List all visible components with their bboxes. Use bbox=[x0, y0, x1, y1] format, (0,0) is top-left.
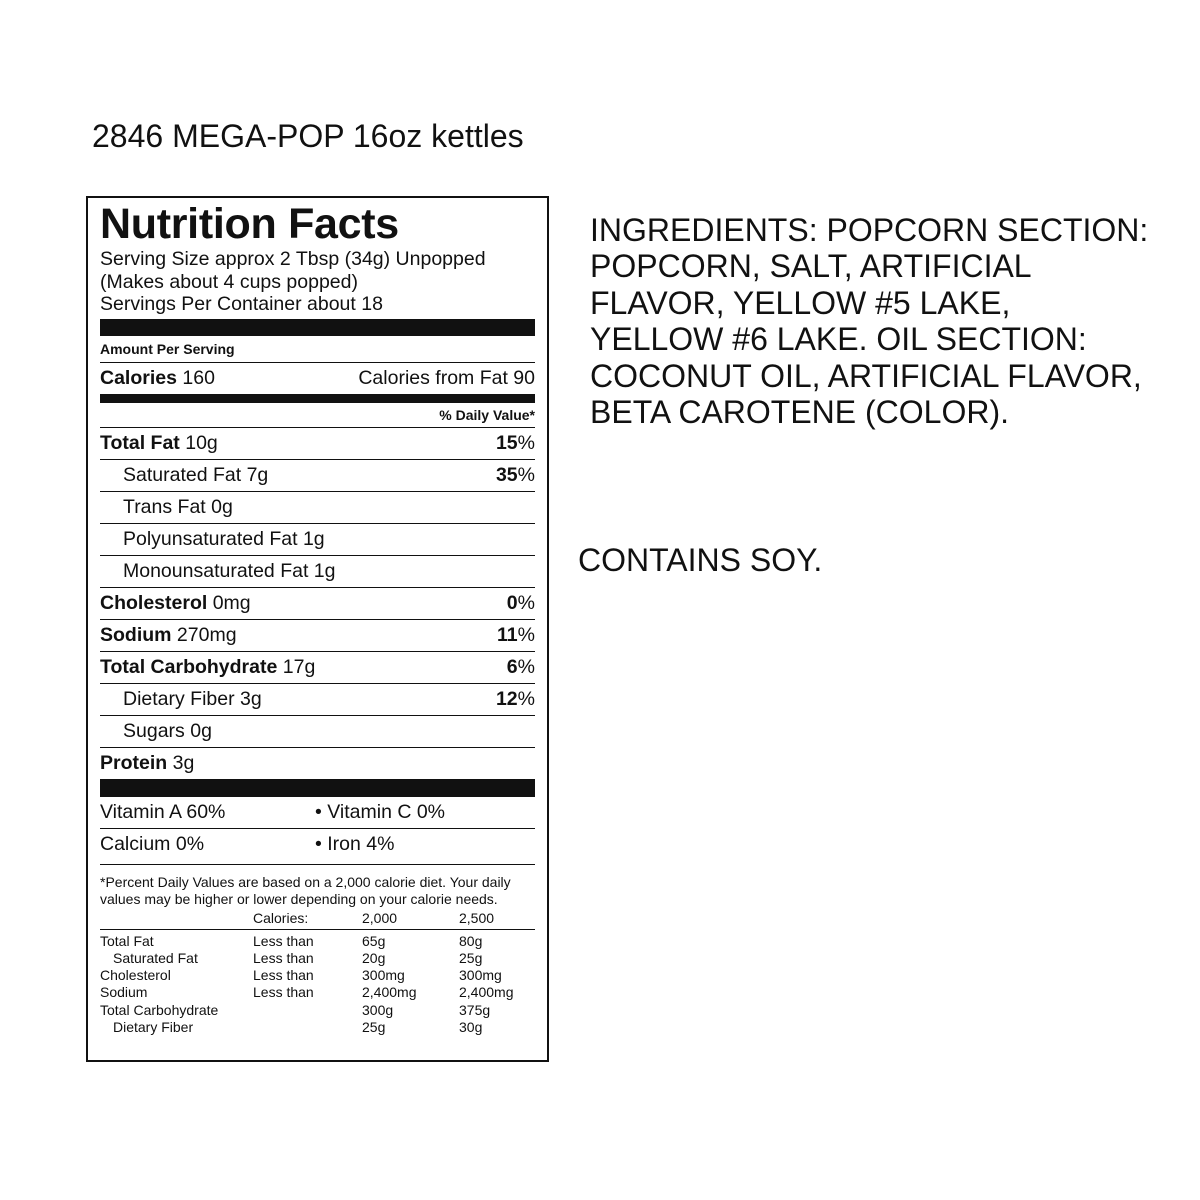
calories-row bbox=[100, 362, 535, 394]
vitamin-left: Vitamin A 60% bbox=[100, 800, 226, 823]
calories-from-fat: Calories from Fat 90 bbox=[358, 366, 535, 389]
nutrient-amount: 1g bbox=[313, 559, 336, 582]
nutrient-amount: 270mg bbox=[176, 623, 237, 646]
footnote-divider bbox=[100, 864, 535, 865]
dv-cell: Less than bbox=[253, 949, 314, 966]
nutrient-row bbox=[100, 555, 535, 587]
dv-cell: 65g bbox=[362, 932, 386, 949]
dv-cell: 20g bbox=[362, 949, 386, 966]
nutrient-name: Dietary Fiber bbox=[123, 687, 235, 710]
calories-value: 160 bbox=[182, 366, 215, 389]
servings-per-container: Servings Per Container about 18 bbox=[100, 293, 383, 315]
nutrient-row bbox=[100, 715, 535, 747]
vitamin-right: • Vitamin C 0% bbox=[315, 800, 446, 823]
nutrient-amount: 0g bbox=[190, 719, 212, 742]
nutrient-amount: 17g bbox=[282, 655, 316, 678]
nutrient-amount: 0g bbox=[211, 495, 233, 518]
dv-header-cell: 2,000 bbox=[362, 910, 459, 930]
dv-cell: 25g bbox=[362, 1018, 386, 1035]
dv-cell: 300g bbox=[362, 1001, 394, 1018]
nutrient-name: Cholesterol bbox=[100, 591, 208, 614]
nutrient-name: Polyunsaturated Fat bbox=[123, 527, 298, 550]
dv-cell: 300mg bbox=[459, 967, 502, 984]
dv-table-row bbox=[100, 984, 535, 1001]
nutrient-name: Sugars bbox=[123, 719, 185, 742]
nutrient-row: Saturated Fat 7g 35% bbox=[100, 459, 535, 491]
footnote: *Percent Daily Values are based on a 2,000 calorie diet. Your daily values may be higher or lower depending on your calorie needs. bbox=[100, 873, 511, 907]
nutrient-daily-value: 0 bbox=[506, 591, 518, 614]
allergen-statement: CONTAINS SOY. bbox=[578, 542, 823, 578]
dv-header-cell: 2,500 bbox=[459, 910, 535, 930]
dv-cell: 2,400mg bbox=[362, 984, 417, 1001]
nutrient-amount: 3g bbox=[172, 751, 195, 774]
dv-cell: Less than bbox=[253, 967, 314, 984]
nutrient-row bbox=[100, 747, 535, 779]
dv-cell: Total Carbohydrate bbox=[100, 1001, 219, 1018]
dv-cell: Sodium bbox=[100, 984, 148, 1001]
vitamin-left: Calcium 0% bbox=[100, 832, 205, 855]
dv-cell bbox=[253, 1019, 362, 1036]
dv-cell: 80g bbox=[459, 932, 483, 949]
dv-cell: Less than bbox=[253, 932, 314, 949]
dv-cell: 25g bbox=[459, 949, 483, 966]
serving-size: Serving Size approx 2 Tbsp (34g) Unpopped bbox=[100, 248, 486, 270]
nutrient-amount: 7g bbox=[246, 463, 269, 486]
nutrient-daily-value: 15 bbox=[495, 431, 518, 454]
dv-cell bbox=[253, 1002, 362, 1019]
nutrient-row bbox=[100, 523, 535, 555]
nutrient-name: Total Fat bbox=[100, 431, 180, 454]
dv-cell: Total Fat bbox=[100, 932, 154, 949]
nutrient-row: Cholesterol 0mg 0% bbox=[100, 587, 535, 619]
nutrient-daily-value: 6 bbox=[506, 655, 518, 678]
daily-value-header: % Daily Value* bbox=[439, 406, 535, 423]
medium-divider bbox=[100, 394, 535, 403]
nutrient-row: Total Carbohydrate 17g 6% bbox=[100, 651, 535, 683]
nutrient-list bbox=[100, 427, 535, 779]
vitamin-row bbox=[100, 797, 535, 828]
dv-cell: Cholesterol bbox=[100, 967, 171, 984]
makes-popped: (Makes about 4 cups popped) bbox=[100, 270, 358, 293]
nutrient-row bbox=[100, 491, 535, 523]
thick-divider bbox=[100, 319, 535, 336]
nutrient-row: Total Fat 10g 15% bbox=[100, 427, 535, 459]
dv-table-row bbox=[100, 1002, 535, 1019]
daily-values-table bbox=[100, 910, 535, 1036]
nutrient-name: Trans Fat bbox=[123, 495, 206, 518]
nutrient-name: Saturated Fat bbox=[123, 463, 242, 486]
calories-label: Calories bbox=[100, 366, 177, 389]
amount-per-serving: Amount Per Serving bbox=[100, 340, 235, 357]
nutrition-facts-label bbox=[86, 196, 549, 1062]
nutrition-facts-heading: Nutrition Facts bbox=[100, 200, 399, 248]
thick-divider-vitamins bbox=[100, 779, 535, 797]
nutrient-name: Protein bbox=[100, 751, 168, 774]
dv-cell: 30g bbox=[459, 1018, 483, 1035]
dv-cell: 2,400mg bbox=[459, 984, 514, 1001]
dv-table-row bbox=[100, 967, 535, 984]
dv-table-row bbox=[100, 1019, 535, 1036]
dv-table-row bbox=[100, 929, 535, 950]
dv-cell: Saturated Fat bbox=[113, 949, 198, 966]
product-title: 2846 MEGA-POP 16oz kettles bbox=[92, 118, 524, 154]
nutrient-amount: 1g bbox=[302, 527, 325, 550]
dv-cell: 300mg bbox=[362, 967, 405, 984]
dv-table-row bbox=[100, 950, 535, 967]
nutrient-name: Sodium bbox=[100, 623, 172, 646]
nutrient-amount: 0mg bbox=[212, 591, 251, 614]
dv-cell: Less than bbox=[253, 984, 314, 1001]
vitamin-row bbox=[100, 828, 535, 860]
vitamin-list bbox=[100, 797, 535, 860]
nutrient-name: Monounsaturated Fat bbox=[123, 559, 309, 582]
vitamin-right: • Iron 4% bbox=[315, 832, 395, 855]
dv-cell: 375g bbox=[459, 1001, 491, 1018]
dv-header-cell: Calories: bbox=[253, 910, 362, 930]
dv-header-cell bbox=[100, 910, 253, 930]
nutrient-name: Total Carbohydrate bbox=[100, 655, 278, 678]
dv-table-header bbox=[100, 910, 535, 930]
nutrient-daily-value: 35 bbox=[495, 463, 518, 486]
nutrient-amount: 3g bbox=[240, 687, 262, 710]
nutrient-daily-value: 11 bbox=[497, 623, 518, 646]
nutrient-row: Dietary Fiber 3g 12% bbox=[100, 683, 535, 715]
dv-cell: Dietary Fiber bbox=[113, 1018, 194, 1035]
nutrient-amount: 10g bbox=[185, 431, 218, 454]
nutrient-daily-value: 12 bbox=[495, 687, 518, 710]
nutrient-row: Sodium 270mg 11% bbox=[100, 619, 535, 651]
ingredients-text: INGREDIENTS: POPCORN SECTION: POPCORN, SALT, ARTIFICIAL FLAVOR, YELLOW #5 LAKE, YELLOW #6 LAKE. OIL SECTION: COCONUT OIL, ARTIFICIAL FLAVOR, BETA CAROTENE (COLOR). bbox=[590, 212, 1149, 431]
